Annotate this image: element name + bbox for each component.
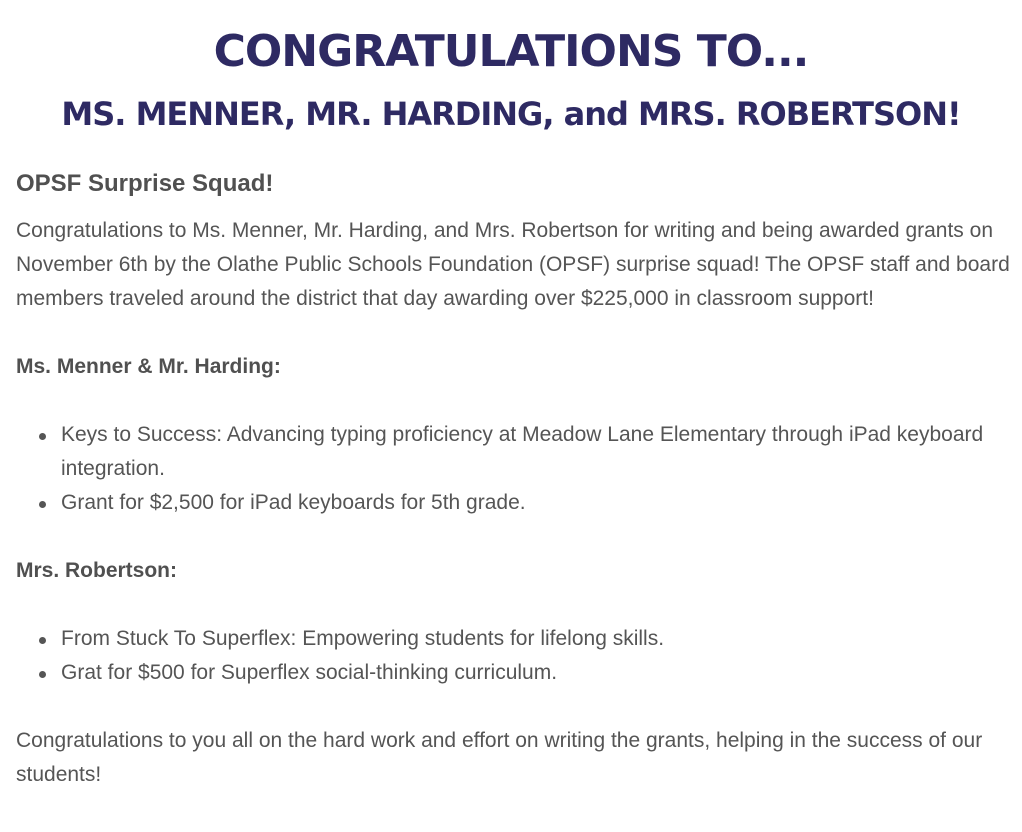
article-title: OPSF Surprise Squad!: [16, 170, 274, 197]
bullet-icon: [39, 671, 46, 678]
banner-title: CONGRATULATIONS TO...: [213, 26, 809, 77]
section-heading-robertson: Mrs. Robertson:: [16, 559, 178, 582]
list-item: [61, 656, 1010, 690]
grant-list-menner-harding: [16, 418, 1010, 520]
list-item-text: Grat for $500 for Superflex social-thinking curriculum.: [61, 661, 558, 684]
list-item: [61, 418, 1010, 486]
list-item: [61, 486, 1010, 520]
banner-names: MS. MENNER, MR. HARDING, and MRS. ROBERTSON!: [61, 95, 961, 133]
grant-list-robertson: [16, 622, 1010, 690]
closing-paragraph: Congratulations to you all on the hard work and effort on writing the grants, helping in the success of our students!: [16, 729, 983, 786]
intro-paragraph: Congratulations to Ms. Menner, Mr. Harding, and Mrs. Robertson for writing and being awarded grants on November 6th by the Olathe Public Schools Foundation (OPSF) surprise squad! The OPSF staff and board members traveled around the district that day awarding over $225,000 in classroom support!: [16, 219, 1010, 310]
section-heading-menner-harding: Ms. Menner & Mr. Harding:: [16, 355, 281, 378]
list-item: [61, 622, 1010, 656]
bullet-icon: [39, 433, 46, 440]
list-item-text: Keys to Success: Advancing typing proficiency at Meadow Lane Elementary through iPad keyboard integration.: [61, 423, 984, 480]
bullet-icon: [39, 501, 46, 508]
list-item-text: Grant for $2,500 for iPad keyboards for 5th grade.: [61, 491, 526, 514]
bullet-icon: [39, 637, 46, 644]
list-item-text: From Stuck To Superflex: Empowering students for lifelong skills.: [61, 627, 665, 650]
article-body: [16, 166, 1010, 792]
